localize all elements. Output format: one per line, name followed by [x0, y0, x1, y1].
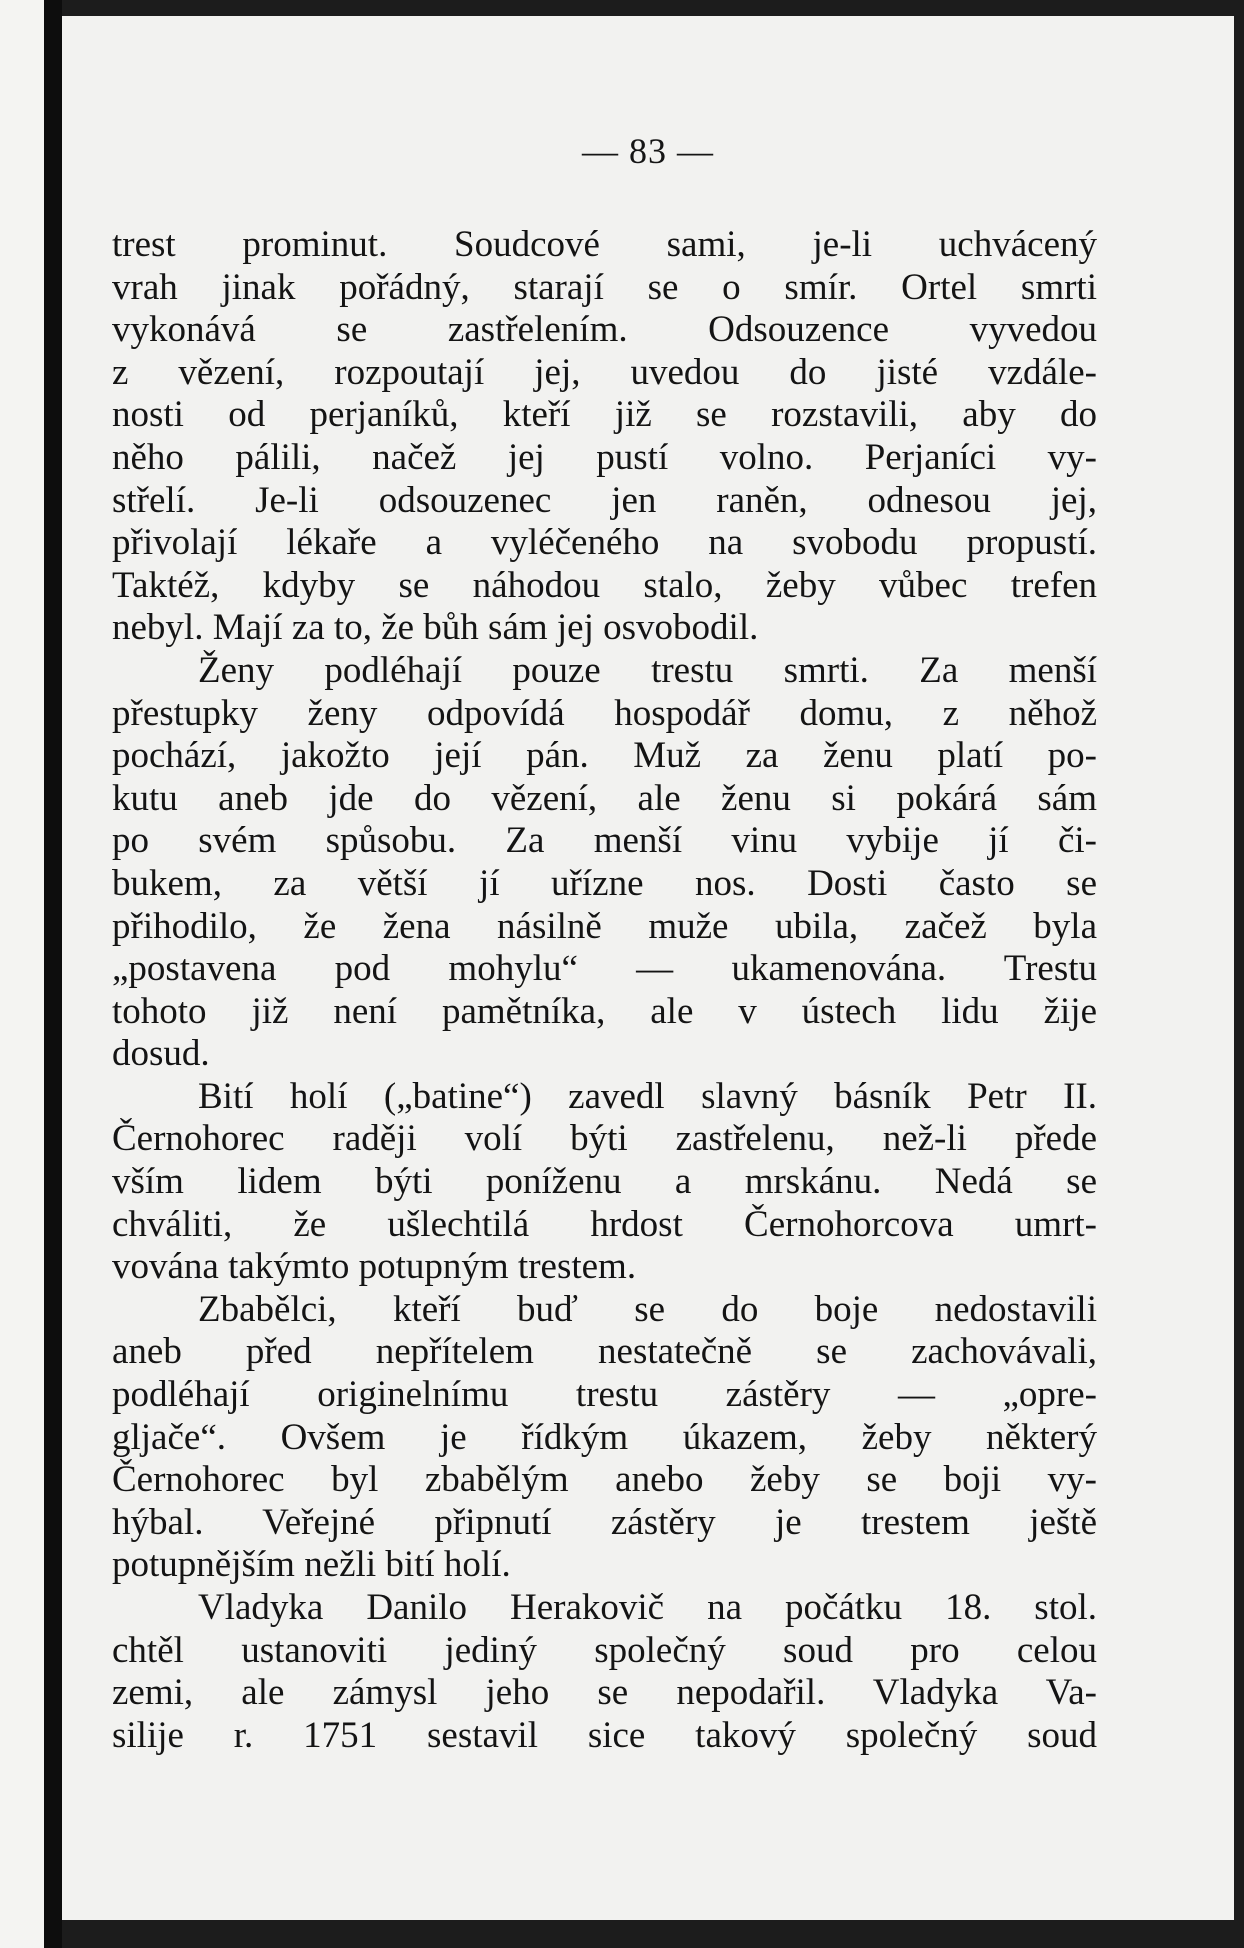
text-line: chtěl ustanoviti jediný společný soud pro celou: [112, 1629, 1097, 1671]
text-line: Bití holí („batine“) zavedl slavný básník Petr II.: [198, 1075, 1097, 1117]
text-line: nebyl. Mají za to, že bůh sám jej osvobodil.: [112, 607, 759, 649]
text-line: přihodilo, že žena násilně muže ubila, začež byla: [112, 905, 1097, 947]
text-line: přivolají lékaře a vyléčeného na svobodu propustí.: [112, 522, 1097, 564]
text-line: chváliti, že ušlechtilá hrdost Černohorcova umrt-: [112, 1203, 1097, 1245]
text-line: pochází, jakožto její pán. Muž za ženu platí po-: [112, 735, 1097, 777]
text-line: kutu aneb jde do vězení, ale ženu si pokárá sám: [112, 777, 1097, 819]
page-number: — 83 —: [582, 131, 714, 171]
text-line: silije r. 1751 sestavil sice takový společný soud: [112, 1714, 1097, 1756]
text-line: Zbabělci, kteří buď se do boje nedostavili: [198, 1288, 1097, 1330]
text-line: Černohorec raději volí býti zastřelenu, než-li přede: [112, 1118, 1097, 1160]
text-line: Černohorec byl zbabělým anebo žeby se boji vy-: [112, 1459, 1097, 1501]
text-line: vším lidem býti poníženu a mrskánu. Nedá se: [112, 1161, 1097, 1203]
text-line: potupnějším nežli bití holí.: [112, 1544, 511, 1586]
text-line: gljače“. Ovšem je řídkým úkazem, žeby některý: [112, 1416, 1097, 1458]
text-line: Taktéž, kdyby se náhodou stalo, žeby vůbec trefen: [112, 564, 1097, 606]
text-line: trest prominut. Soudcové sami, je-li uchvácený: [112, 224, 1097, 265]
text-line: podléhají originelnímu trestu zástěry — „opre-: [112, 1374, 1097, 1416]
text-line: Ženy podléhají pouze trestu smrti. Za menší: [198, 649, 1097, 691]
text-line: něho pálili, načež jej pustí volno. Perjaníci vy-: [112, 436, 1097, 478]
text-line: vována takýmto potupným trestem.: [112, 1246, 637, 1288]
binding-shadow: [44, 0, 62, 1948]
text-line: „postavena pod mohylu“ — ukamenována. Trestu: [112, 948, 1097, 990]
text-line: zemi, ale zámysl jeho se nepodařil. Vladyka Va-: [112, 1672, 1097, 1714]
text-line: nosti od perjaníků, kteří již se rozstavili, aby do: [112, 394, 1097, 436]
text-line: aneb před nepřítelem nestatečně se zachovávali,: [112, 1331, 1097, 1373]
book-page: [62, 16, 1234, 1920]
text-line: dosud.: [112, 1033, 210, 1075]
text-line: hýbal. Veřejné připnutí zástěry je trestem ještě: [112, 1501, 1097, 1543]
text-line: přestupky ženy odpovídá hospodář domu, z něhož: [112, 692, 1097, 734]
text-line: tohoto již není pamětníka, ale v ústech lidu žije: [112, 990, 1097, 1032]
adjacent-page-strip: [0, 0, 44, 1948]
text-line: vykonává se zastřelením. Odsouzence vyvedou: [112, 309, 1097, 351]
text-line: střelí. Je-li odsouzenec jen raněn, odnesou jej,: [112, 479, 1097, 521]
text-line: po svém spůsobu. Za menší vinu vybije jí či-: [112, 820, 1097, 862]
body-text: [112, 224, 1097, 1757]
text-line: vrah jinak pořádný, starají se o smír. Ortel smrti: [112, 266, 1097, 308]
text-line: bukem, za větší jí uřízne nos. Dosti často se: [112, 862, 1097, 904]
text-line: z vězení, rozpoutají jej, uvedou do jisté vzdále-: [112, 351, 1097, 393]
text-line: Vladyka Danilo Herakovič na počátku 18. stol.: [198, 1587, 1097, 1628]
